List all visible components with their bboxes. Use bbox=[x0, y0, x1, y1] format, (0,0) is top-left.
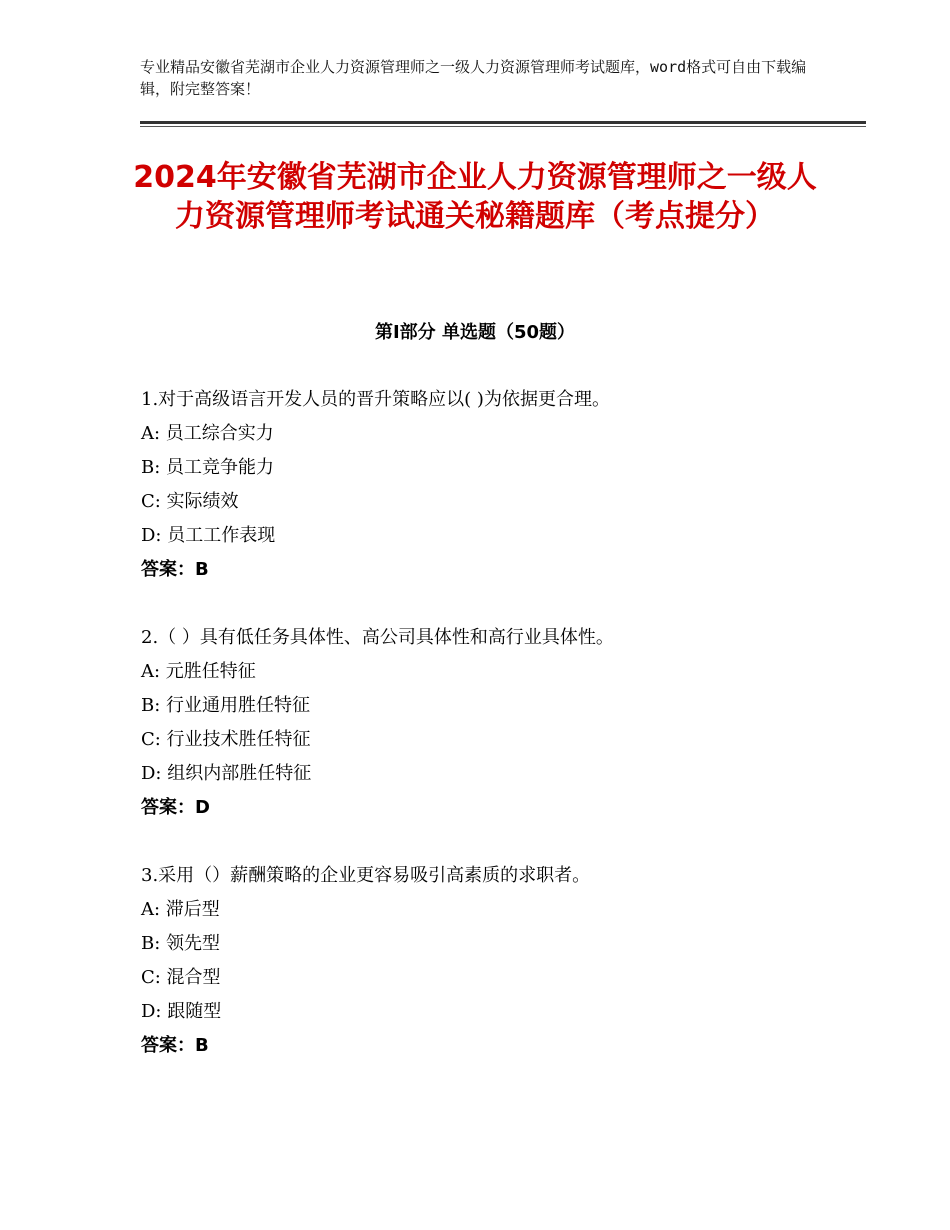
question-list bbox=[141, 383, 861, 1097]
option-c: C: 行业技术胜任特征 bbox=[141, 729, 311, 750]
option-d: D: 跟随型 bbox=[141, 1001, 222, 1022]
option-b: B: 行业通用胜任特征 bbox=[141, 695, 311, 716]
header-divider-thick bbox=[140, 121, 866, 124]
option-c: C: 混合型 bbox=[141, 967, 221, 988]
option-a: A: 滞后型 bbox=[141, 899, 220, 920]
document-title: 2024年安徽省芜湖市企业人力资源管理师之一级人力资源管理师考试通关秘籍题库（考点提分） bbox=[133, 160, 817, 234]
option-a: A: 元胜任特征 bbox=[141, 661, 256, 682]
option-a: A: 员工综合实力 bbox=[141, 423, 274, 444]
question-stem: 2.（ ）具有低任务具体性、高公司具体性和高行业具体性。 bbox=[141, 627, 614, 648]
option-b: B: 领先型 bbox=[141, 933, 221, 954]
question-1 bbox=[141, 383, 861, 587]
answer: 答案：D bbox=[141, 797, 210, 818]
option-d: D: 组织内部胜任特征 bbox=[141, 763, 312, 784]
question-stem: 3.采用（）薪酬策略的企业更容易吸引高素质的求职者。 bbox=[141, 865, 591, 886]
answer: 答案：B bbox=[141, 1035, 209, 1056]
header-note: 专业精品安徽省芜湖市企业人力资源管理师之一级人力资源管理师考试题库，word格式可自由下载编辑，附完整答案！ bbox=[140, 58, 807, 98]
option-c: C: 实际绩效 bbox=[141, 491, 239, 512]
question-3 bbox=[141, 859, 861, 1063]
header-divider-thin bbox=[140, 126, 866, 127]
option-d: D: 员工工作表现 bbox=[141, 525, 276, 546]
answer: 答案：B bbox=[141, 559, 209, 580]
question-stem: 1.对于高级语言开发人员的晋升策略应以( )为依据更合理。 bbox=[141, 389, 610, 410]
section-title: 第Ⅰ部分 单选题（50题） bbox=[374, 322, 575, 343]
question-2 bbox=[141, 621, 861, 825]
option-b: B: 员工竞争能力 bbox=[141, 457, 275, 478]
